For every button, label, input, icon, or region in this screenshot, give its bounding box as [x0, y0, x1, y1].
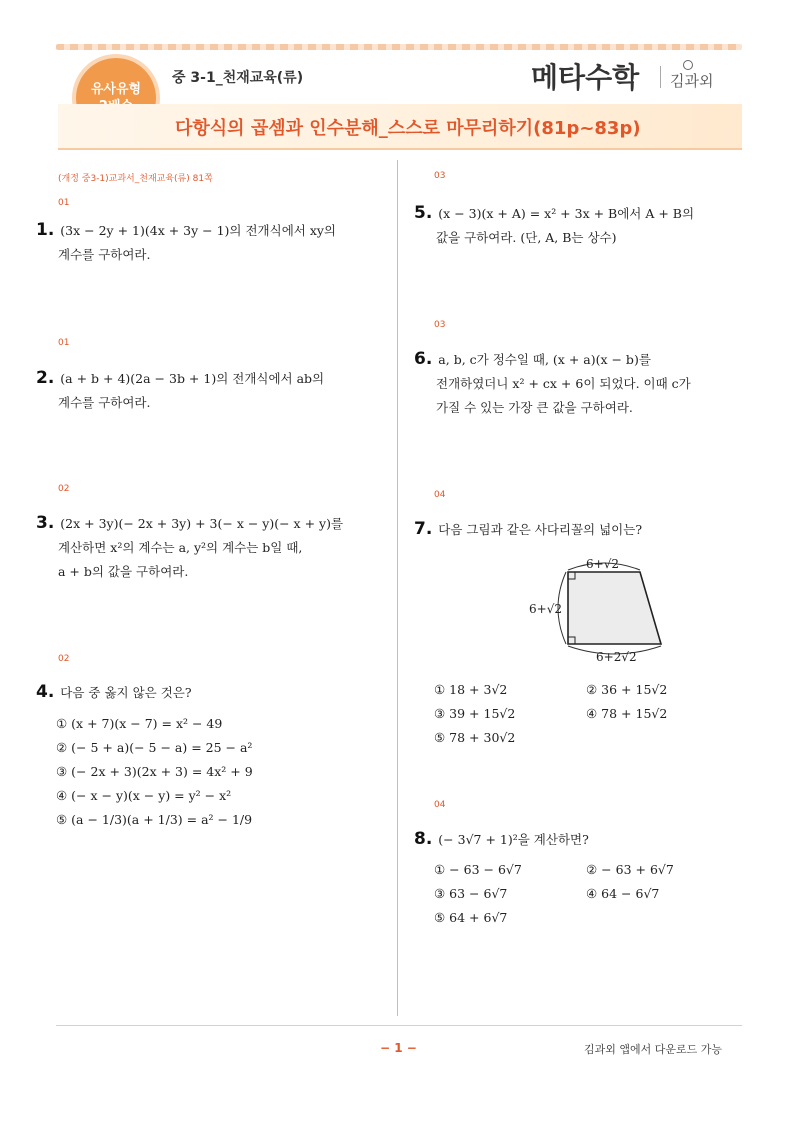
question-code: 03: [434, 320, 446, 330]
question-text: (a + b + 4)(2a − 3b + 1)의 전개식에서 ab의: [60, 371, 325, 386]
question-text: 계산하면 x²의 계수는 a, y²의 계수는 b일 때,: [58, 540, 303, 555]
question-code: 01: [58, 338, 70, 348]
left-side-label: 6+√2: [529, 602, 562, 616]
page-number: − 1 −: [380, 1041, 417, 1055]
question-text: 계수를 구하여라.: [58, 395, 151, 410]
question-number: 1.: [36, 220, 55, 240]
question-number: 2.: [36, 368, 55, 388]
brand-logo: 메타수학: [531, 61, 640, 94]
question-text: 다음 그림과 같은 사다리꼴의 넓이는?: [438, 522, 643, 537]
choice-option[interactable]: ④ 78 + 15√2: [586, 706, 668, 721]
choice-option[interactable]: ④ 64 − 6√7: [586, 886, 660, 901]
choice-option[interactable]: ④ (− x − y)(x − y) = y² − x²: [56, 788, 232, 803]
question-text: 다음 중 옳지 않은 것은?: [60, 685, 192, 700]
choice-option[interactable]: ③ 39 + 15√2: [434, 706, 516, 721]
trapezoid-figure: [528, 550, 678, 670]
question-code: 01: [58, 198, 70, 208]
download-note: 김과외 앱에서 다운로드 가능: [584, 1043, 723, 1056]
choice-option[interactable]: ② 36 + 15√2: [586, 682, 668, 697]
choice-option[interactable]: ② − 63 + 6√7: [586, 862, 674, 877]
question-code: 03: [434, 171, 446, 181]
question-5: [414, 201, 744, 250]
question-3: [36, 511, 366, 584]
brand-kimgwaoe: 김과외: [670, 72, 714, 90]
choice-option[interactable]: ⑤ 78 + 30√2: [434, 730, 516, 745]
source-note: (개정 중3-1)교과서_천재교육(류) 81쪽: [58, 174, 213, 184]
question-text: (2x + 3y)(− 2x + 3y) + 3(− x − y)(− x + y)를: [60, 516, 344, 531]
top-side-label: 6+√2: [586, 557, 619, 571]
choice-option[interactable]: ⑤ 64 + 6√7: [434, 910, 508, 925]
question-text: (− 3√7 + 1)²을 계산하면?: [438, 832, 589, 847]
question-number: 7.: [414, 519, 433, 539]
question-1: [36, 218, 366, 267]
choice-option[interactable]: ③ (− 2x + 3)(2x + 3) = 4x² + 9: [56, 764, 253, 779]
question-6: [414, 347, 744, 420]
question-text: a, b, c가 정수일 때, (x + a)(x − b)를: [438, 352, 651, 367]
question-number: 4.: [36, 682, 55, 702]
brand-divider: [660, 66, 661, 88]
choice-option[interactable]: ① − 63 − 6√7: [434, 862, 522, 877]
question-7-choices: [434, 678, 734, 750]
column-divider: [397, 160, 398, 1016]
choice-option[interactable]: ② (− 5 + a)(− 5 − a) = 25 − a²: [56, 740, 253, 755]
question-text: 가질 수 있는 가장 큰 값을 구하여라.: [436, 400, 633, 415]
trapezoid-shape: [568, 572, 661, 644]
choice-option[interactable]: ① (x + 7)(x − 7) = x² − 49: [56, 716, 223, 731]
question-number: 8.: [414, 829, 433, 849]
question-number: 6.: [414, 349, 433, 369]
question-2: [36, 366, 366, 415]
course-subtitle: 중 3-1_천재교육(류): [172, 70, 304, 86]
choice-option[interactable]: ③ 63 − 6√7: [434, 886, 508, 901]
question-text: 값을 구하여라. (단, A, B는 상수): [436, 230, 617, 245]
person-icon: [683, 60, 693, 70]
choice-option[interactable]: ⑤ (a − 1/3)(a + 1/3) = a² − 1/9: [56, 812, 253, 827]
page-title: 다항식의 곱셈과 인수분해_스스로 마무리하기(81p~83p): [175, 118, 641, 139]
question-4: [36, 680, 366, 705]
question-text: (x − 3)(x + A) = x² + 3x + B에서 A + B의: [438, 206, 695, 221]
question-8: [414, 827, 744, 852]
badge-line1: 유사유형: [90, 82, 142, 97]
bottom-side-label: 6+2√2: [596, 650, 637, 664]
question-text: 계수를 구하여라.: [58, 247, 151, 262]
question-text: 전개하였더니 x² + cx + 6이 되었다. 이때 c가: [436, 376, 691, 391]
question-code: 04: [434, 800, 446, 810]
question-code: 02: [58, 484, 70, 494]
header-stripe: [56, 44, 742, 50]
footer-divider: [56, 1025, 742, 1026]
question-7: [414, 517, 744, 542]
question-code: 02: [58, 654, 70, 664]
question-text: a + b의 값을 구하여라.: [58, 564, 189, 579]
choice-option[interactable]: ① 18 + 3√2: [434, 682, 508, 697]
question-number: 5.: [414, 203, 433, 223]
question-4-choices: [56, 712, 253, 832]
question-code: 04: [434, 490, 446, 500]
question-8-choices: [434, 858, 734, 930]
question-number: 3.: [36, 513, 55, 533]
question-text: (3x − 2y + 1)(4x + 3y − 1)의 전개식에서 xy의: [60, 223, 337, 238]
